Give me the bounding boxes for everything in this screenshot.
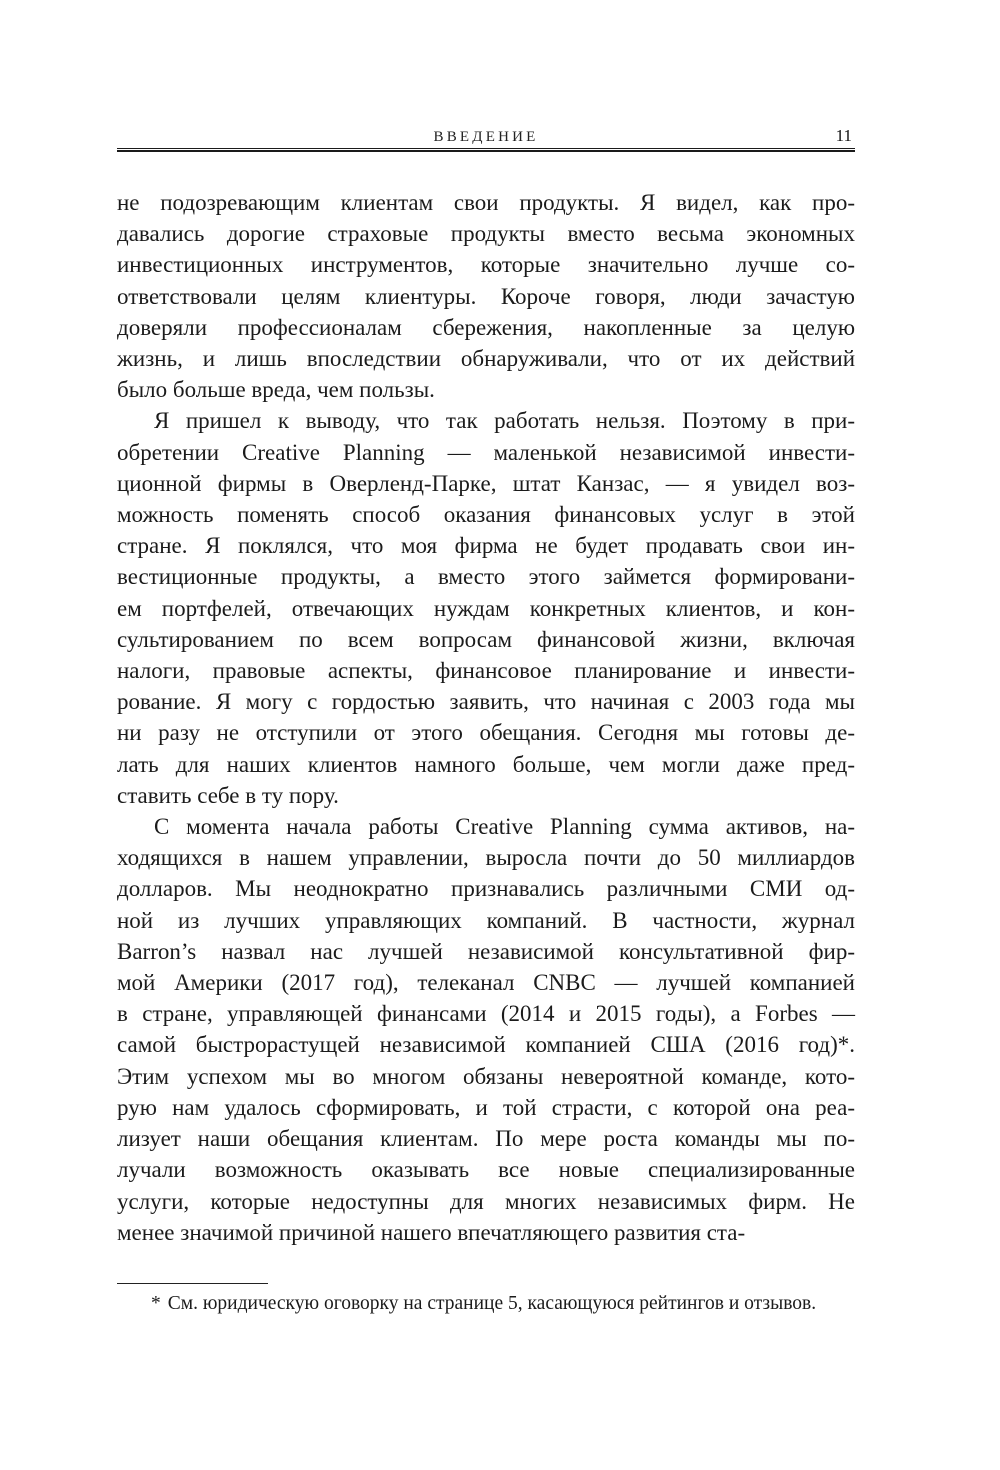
running-head-title: ВВЕДЕНИЕ [433, 129, 539, 145]
page-number: 11 [835, 126, 852, 145]
text-line: Barron’s назвал нас лучшей независимой консультативной фир- [117, 938, 855, 964]
text-line: жизнь, и лишь впоследствии обнаруживали, что от их действий [117, 346, 855, 372]
paragraph [117, 405, 855, 811]
text-line: ем портфелей, отвечающих нуждам конкретных клиентов, и кон- [117, 595, 855, 621]
footnote-rule [117, 1283, 268, 1284]
text-line: стране. Я поклялся, что моя фирма не будет продавать свои ин- [117, 533, 855, 559]
text-line: вестиционные продукты, а вместо этого займется формировани- [117, 564, 855, 590]
body-text [117, 187, 855, 1248]
text-line: Этим успехом мы во многом обязаны невероятной команде, кото- [117, 1063, 855, 1089]
text-line: ной из лучших управляющих компаний. В частности, журнал [117, 907, 855, 933]
text-line: рование. Я могу с гордостью заявить, что начиная с 2003 года мы [117, 689, 855, 715]
header-rule [117, 148, 855, 152]
text-line: не подозревающим клиентам свои продукты. Я видел, как про- [117, 190, 855, 215]
text-line: было больше вреда, чем пользы. [117, 377, 435, 403]
text-line: ходящихся в нашем управлении, выросла почти до 50 миллиардов [117, 845, 855, 871]
text-line: лучали возможность оказывать все новые специализированные [117, 1157, 855, 1183]
text-line: С момента начала работы Creative Planning сумма активов, на- [154, 814, 855, 840]
text-line: лизует наши обещания клиентам. По мере роста команды мы по- [117, 1126, 855, 1152]
footnote [117, 1291, 855, 1316]
text-line: мой Америки (2017 год), телеканал CNBC — лучшей компанией [117, 970, 855, 996]
text-line: лать для наших клиентов намного больше, чем могли даже пред- [117, 751, 855, 777]
text-line: налоги, правовые аспекты, финансовое планирование и инвести- [117, 658, 855, 684]
text-line: сультированием по всем вопросам финансовой жизни, включая [117, 626, 855, 652]
text-line: ставить себе в ту пору. [117, 782, 339, 808]
text-line: обретении Creative Planning — маленькой независимой инвести- [117, 439, 855, 465]
text-line: инвестиционных инструментов, которые значительно лучше со- [117, 252, 855, 278]
text-line: в стране, управляющей финансами (2014 и 2015 годы), а Forbes — [117, 1001, 855, 1027]
text-line: рую нам удалось сформировать, и той страсти, с которой она реа- [117, 1094, 855, 1120]
text-line: менее значимой причиной нашего впечатляющего развития ста- [117, 1219, 746, 1245]
footnote-marker: * [151, 1293, 161, 1314]
text-line: ответствовали целям клиентуры. Короче говоря, люди зачастую [117, 283, 855, 309]
text-line: ционной фирмы в Оверленд-Парке, штат Канзас, — я увидел воз- [117, 470, 855, 496]
footnote-text: См. юридическую оговорку на странице 5, касающуюся рейтингов и отзывов. [167, 1293, 817, 1314]
text-line: самой быстрорастущей независимой компанией США (2016 год)*. [117, 1032, 855, 1058]
text-line: доверяли профессионалам сбережения, накопленные за целую [117, 314, 855, 340]
text-line: ни разу не отступили от этого обещания. Сегодня мы готовы де- [117, 720, 855, 746]
text-line: давались дорогие страховые продукты вместо весьма экономных [117, 221, 855, 247]
text-line: долларов. Мы неоднократно признавались различными СМИ од- [117, 876, 855, 902]
text-line: Я пришел к выводу, что так работать нельзя. Поэтому в при- [154, 408, 855, 434]
text-line: услуги, которые недоступны для многих независимых фирм. Не [117, 1188, 855, 1214]
paragraph [117, 187, 855, 405]
paragraph [117, 811, 855, 1248]
text-line: можность поменять способ оказания финансовых услуг в этой [117, 502, 855, 528]
